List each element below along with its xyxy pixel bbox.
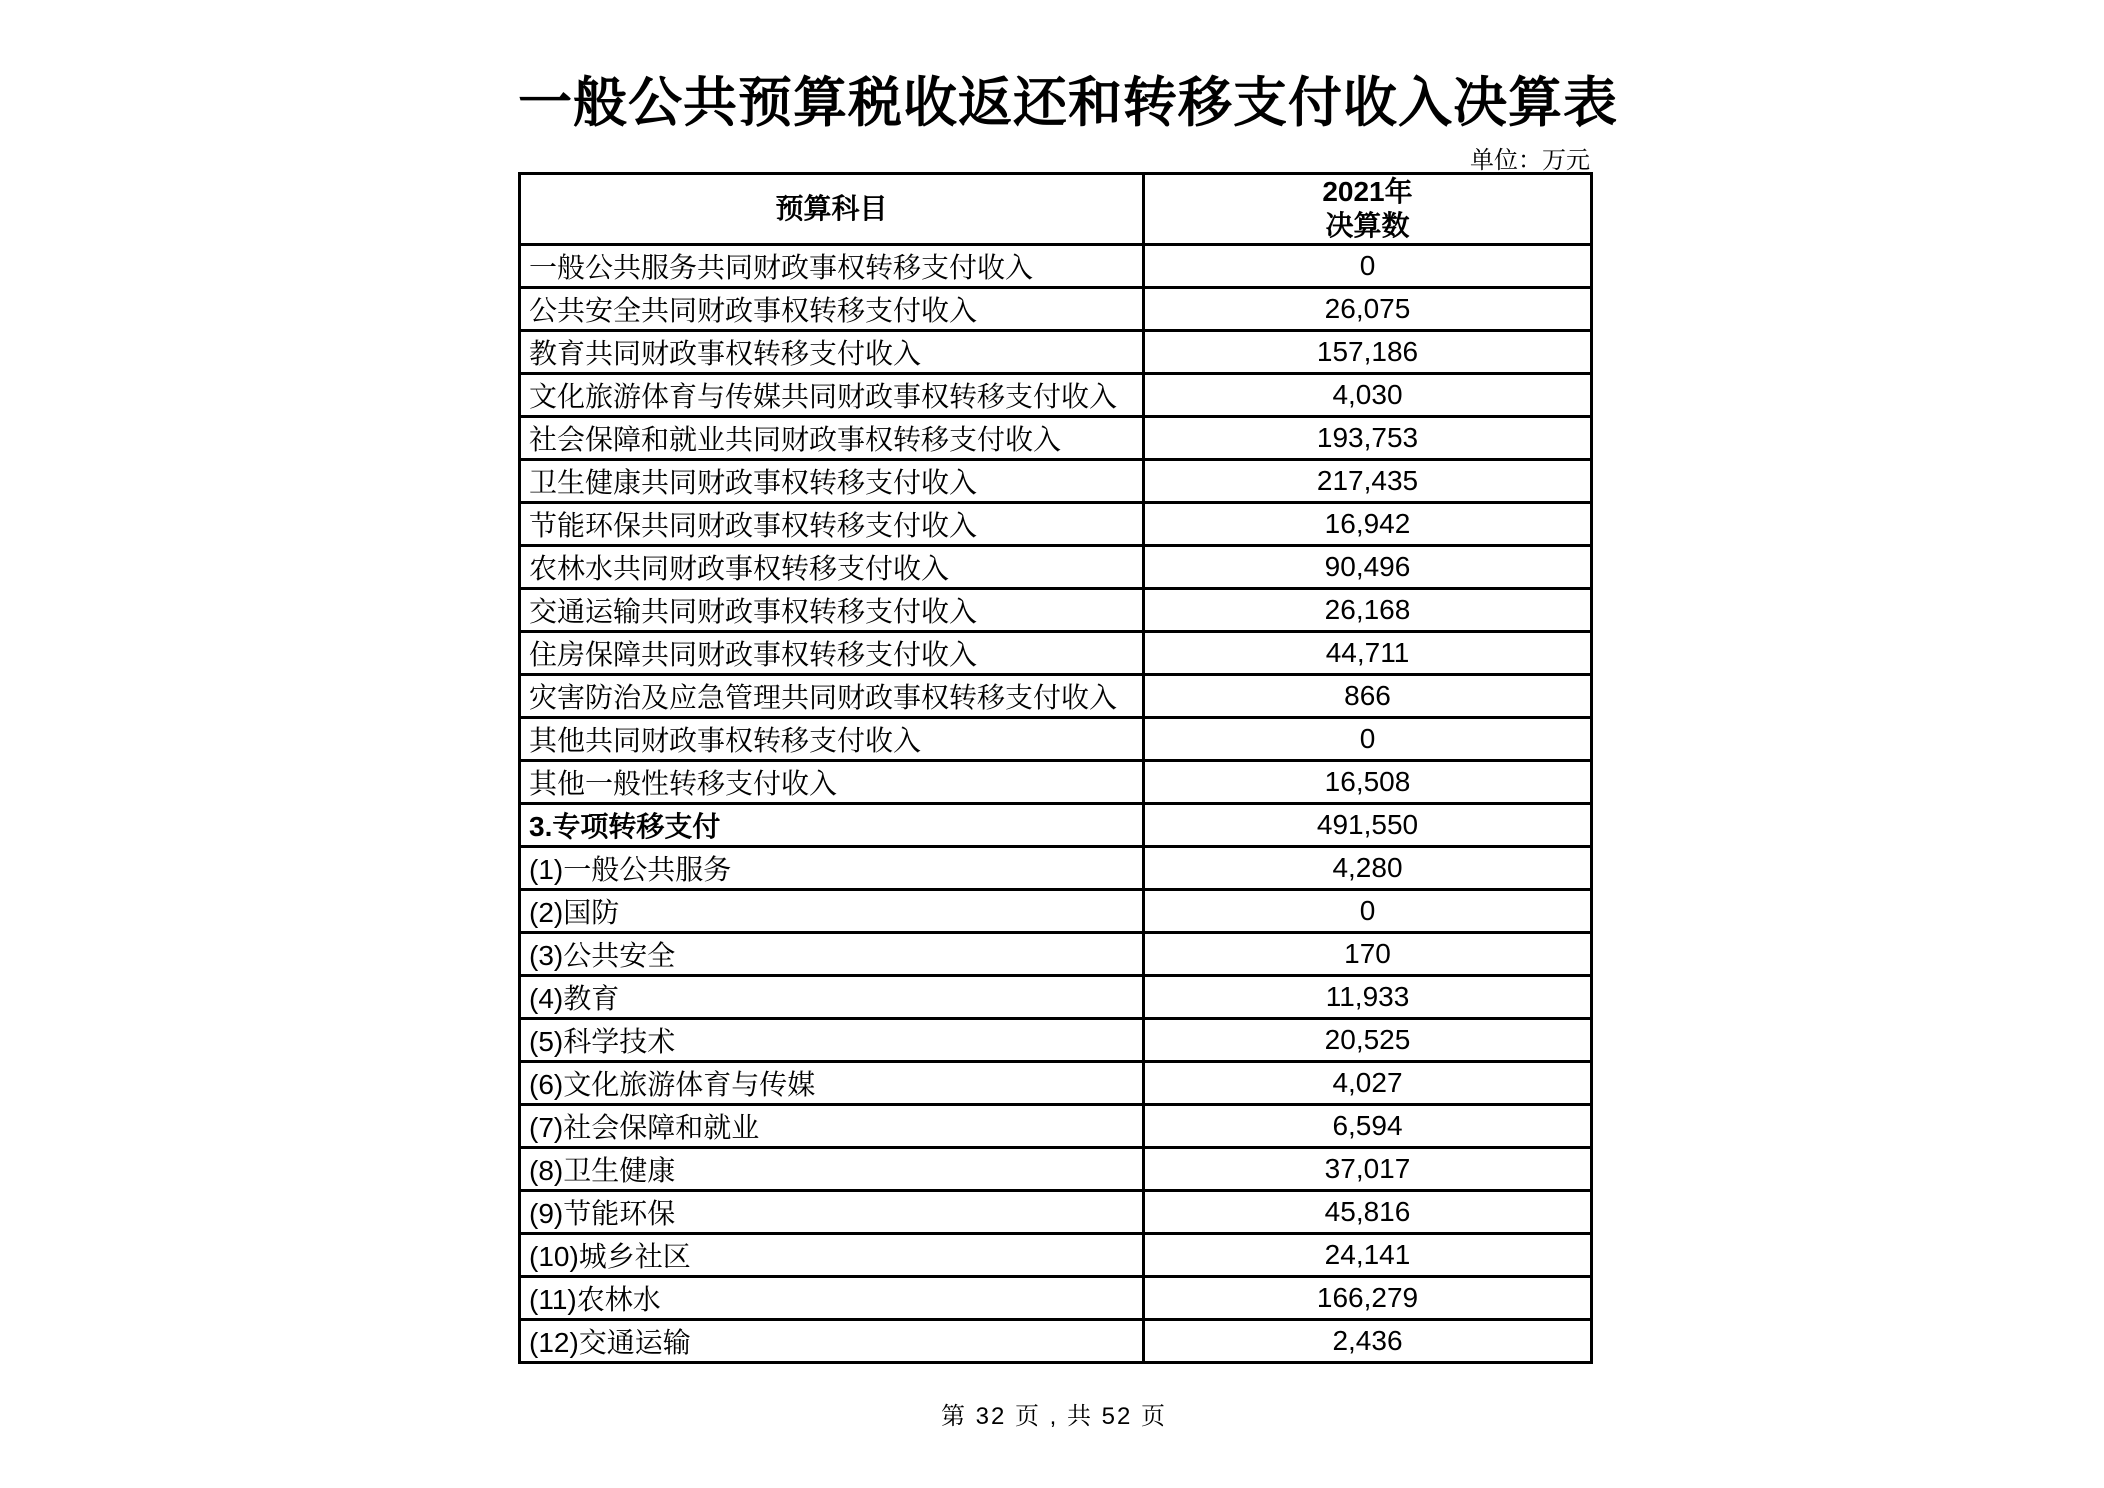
unit-label: 单位：万元 — [1470, 147, 1590, 174]
table-row — [520, 976, 1592, 1019]
budget-value-cell: 6,594 — [1144, 1105, 1592, 1148]
budget-value-cell: 16,508 — [1144, 761, 1592, 804]
table-row — [520, 804, 1592, 847]
table-row — [520, 417, 1592, 460]
budget-table-body — [520, 245, 1592, 1363]
header-row — [520, 174, 1592, 245]
budget-value-cell: 217,435 — [1144, 460, 1592, 503]
budget-subject-cell: (3)公共安全 — [520, 933, 1144, 976]
budget-subject-cell: 农林水共同财政事权转移支付收入 — [520, 546, 1144, 589]
table-row — [520, 589, 1592, 632]
table-row — [520, 1234, 1592, 1277]
table-row — [520, 1320, 1592, 1363]
budget-value-cell: 44,711 — [1144, 632, 1592, 675]
budget-subject-cell: (1)一般公共服务 — [520, 847, 1144, 890]
budget-subject-cell: 其他一般性转移支付收入 — [520, 761, 1144, 804]
budget-subject-cell: (6)文化旅游体育与传媒 — [520, 1062, 1144, 1105]
budget-value-cell: 0 — [1144, 890, 1592, 933]
budget-value-cell: 166,279 — [1144, 1277, 1592, 1320]
table-row — [520, 288, 1592, 331]
budget-subject-cell: 灾害防治及应急管理共同财政事权转移支付收入 — [520, 675, 1144, 718]
budget-value-cell: 170 — [1144, 933, 1592, 976]
budget-subject-cell: 3.专项转移支付 — [520, 804, 1144, 847]
table-row — [520, 1277, 1592, 1320]
table-row — [520, 546, 1592, 589]
table-row — [520, 1148, 1592, 1191]
budget-subject-cell: 其他共同财政事权转移支付收入 — [520, 718, 1144, 761]
page-title: 一般公共预算税收返还和转移支付收入决算表 — [518, 73, 1618, 133]
budget-subject-cell: 一般公共服务共同财政事权转移支付收入 — [520, 245, 1144, 288]
budget-value-cell: 866 — [1144, 675, 1592, 718]
table-row — [520, 245, 1592, 288]
budget-value-cell: 45,816 — [1144, 1191, 1592, 1234]
table-row — [520, 1105, 1592, 1148]
table-row — [520, 718, 1592, 761]
table-row — [520, 374, 1592, 417]
table-row — [520, 933, 1592, 976]
budget-subject-cell: (5)科学技术 — [520, 1019, 1144, 1062]
column-header-year-line2: 决算数 — [1325, 210, 1410, 241]
budget-value-cell: 16,942 — [1144, 503, 1592, 546]
budget-value-cell: 26,168 — [1144, 589, 1592, 632]
budget-table-header — [520, 174, 1592, 245]
budget-value-cell: 20,525 — [1144, 1019, 1592, 1062]
table-row — [520, 460, 1592, 503]
budget-table — [518, 172, 1593, 1364]
budget-value-cell: 491,550 — [1144, 804, 1592, 847]
budget-subject-cell: (4)教育 — [520, 976, 1144, 1019]
budget-subject-cell: 公共安全共同财政事权转移支付收入 — [520, 288, 1144, 331]
budget-value-cell: 26,075 — [1144, 288, 1592, 331]
table-row — [520, 761, 1592, 804]
budget-value-cell: 0 — [1144, 245, 1592, 288]
budget-subject-cell: 文化旅游体育与传媒共同财政事权转移支付收入 — [520, 374, 1144, 417]
budget-value-cell: 157,186 — [1144, 331, 1592, 374]
table-row — [520, 1191, 1592, 1234]
budget-subject-cell: (8)卫生健康 — [520, 1148, 1144, 1191]
budget-value-cell: 2,436 — [1144, 1320, 1592, 1363]
table-row — [520, 1019, 1592, 1062]
table-row — [520, 675, 1592, 718]
budget-subject-cell: (9)节能环保 — [520, 1191, 1144, 1234]
budget-subject-cell: (11)农林水 — [520, 1277, 1144, 1320]
budget-subject-cell: 节能环保共同财政事权转移支付收入 — [520, 503, 1144, 546]
table-row — [520, 1062, 1592, 1105]
table-row — [520, 847, 1592, 890]
column-header-year-line1: 2021年 — [1322, 176, 1413, 207]
table-row — [520, 331, 1592, 374]
budget-subject-cell: 住房保障共同财政事权转移支付收入 — [520, 632, 1144, 675]
budget-subject-cell: 社会保障和就业共同财政事权转移支付收入 — [520, 417, 1144, 460]
budget-subject-cell: 教育共同财政事权转移支付收入 — [520, 331, 1144, 374]
budget-subject-cell: (7)社会保障和就业 — [520, 1105, 1144, 1148]
budget-subject-cell: 卫生健康共同财政事权转移支付收入 — [520, 460, 1144, 503]
budget-subject-cell: 交通运输共同财政事权转移支付收入 — [520, 589, 1144, 632]
budget-value-cell: 4,280 — [1144, 847, 1592, 890]
budget-value-cell: 24,141 — [1144, 1234, 1592, 1277]
budget-value-cell: 193,753 — [1144, 417, 1592, 460]
page-number: 第 32 页 , 共 52 页 — [940, 1403, 1168, 1430]
table-row — [520, 890, 1592, 933]
budget-value-cell: 4,027 — [1144, 1062, 1592, 1105]
budget-value-cell: 37,017 — [1144, 1148, 1592, 1191]
budget-subject-cell: (10)城乡社区 — [520, 1234, 1144, 1277]
budget-value-cell: 0 — [1144, 718, 1592, 761]
budget-value-cell: 90,496 — [1144, 546, 1592, 589]
budget-value-cell: 11,933 — [1144, 976, 1592, 1019]
column-header-year — [1144, 174, 1592, 245]
budget-subject-cell: (12)交通运输 — [520, 1320, 1144, 1363]
budget-value-cell: 4,030 — [1144, 374, 1592, 417]
budget-subject-cell: (2)国防 — [520, 890, 1144, 933]
column-header-subject: 预算科目 — [520, 174, 1144, 245]
table-row — [520, 632, 1592, 675]
table-row — [520, 503, 1592, 546]
